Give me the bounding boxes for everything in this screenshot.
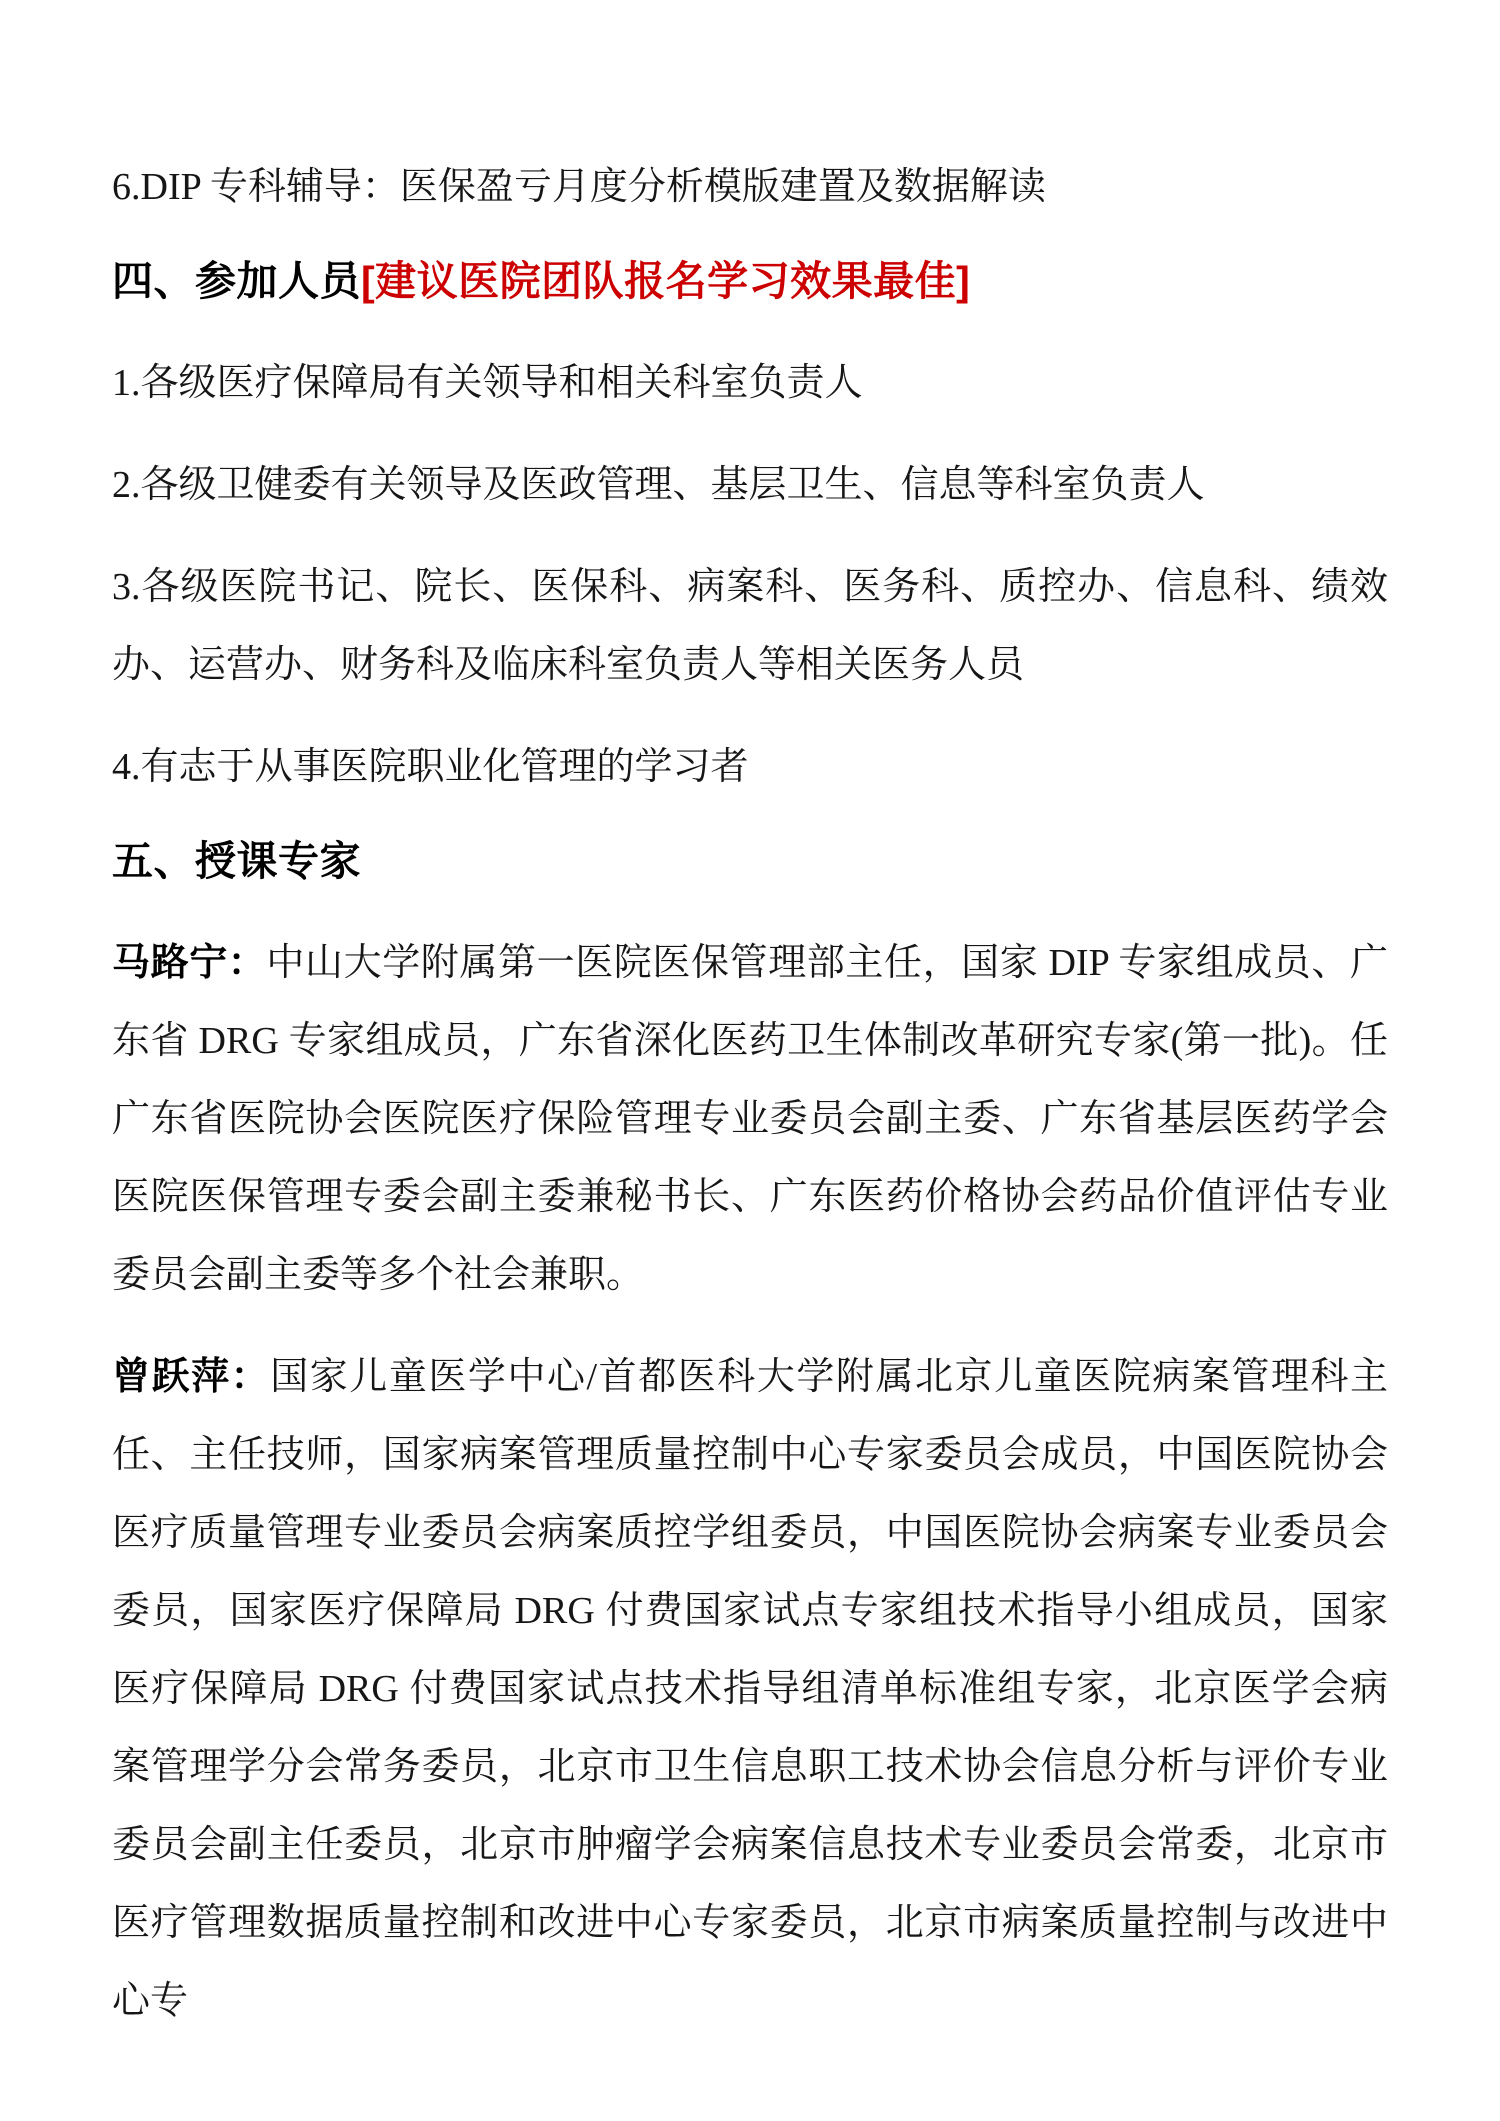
section-5-title: 五、授课专家 [112,838,361,884]
expert-paragraph-ma-luning [112,924,1388,1314]
expert-paragraph-zeng-yueping [112,1338,1388,2040]
participant-item-1: 1.各级医疗保障局有关领导和相关科室负责人 [112,362,863,404]
expert-name-zeng-yueping: 曾跃萍： [112,1356,271,1398]
participant-item-3: 3.各级医院书记、院长、医保科、病案科、医务科、质控办、信息科、绩效办、运营办、财务科及临床科室负责人等相关医务人员 [112,566,1388,686]
section-4-heading [112,250,1388,312]
section-4-red-note: [建议医院团队报名学习效果最佳] [361,258,971,304]
expert-bio-zeng-yueping: 国家儿童医学中心/首都医科大学附属北京儿童医院病案管理科主任、主任技师，国家病案管理质量控制中心专家委员会成员，中国医院协会医疗质量管理专业委员会病案质控学组委员，中国医院协会病案专业委员会委员，国家医疗保障局 DRG 付费国家试点专家组技术指导小组成员，国家医疗保障局 DRG 付费国家试点技术指导组清单标准组专家，北京医学会病案管理学分会常务委员，北京市卫生信息职工技术协会信息分析与评价专业委员会副主任委员，北京市肿瘤学会病案信息技术专业委员会常委，北京市医疗管理数据质量控制和改进中心专家委员，北京市病案质量控制与改进中心专 [112,1356,1388,2022]
participant-item-2: 2.各级卫健委有关领导及医政管理、基层卫生、信息等科室负责人 [112,464,1205,506]
expert-bio-ma-luning: 中山大学附属第一医院医保管理部主任，国家 DIP 专家组成员、广东省 DRG 专家组成员，广东省深化医药卫生体制改革研究专家(第一批)。任广东省医院协会医院医疗保险管理专业委员会副主委、广东省基层医药学会医院医保管理专委会副主委兼秘书长、广东医药价格协会药品价值评估专业委员会副主委等多个社会兼职。 [112,942,1388,1296]
section-4-title: 四、参加人员 [112,258,361,304]
section-5-heading [112,830,1388,892]
course-item-6: 6.DIP 专科辅导：医保盈亏月度分析模版建置及数据解读 [112,166,1046,208]
expert-name-ma-luning: 马路宁： [112,942,267,984]
participant-item-4: 4.有志于从事医院职业化管理的学习者 [112,746,749,788]
